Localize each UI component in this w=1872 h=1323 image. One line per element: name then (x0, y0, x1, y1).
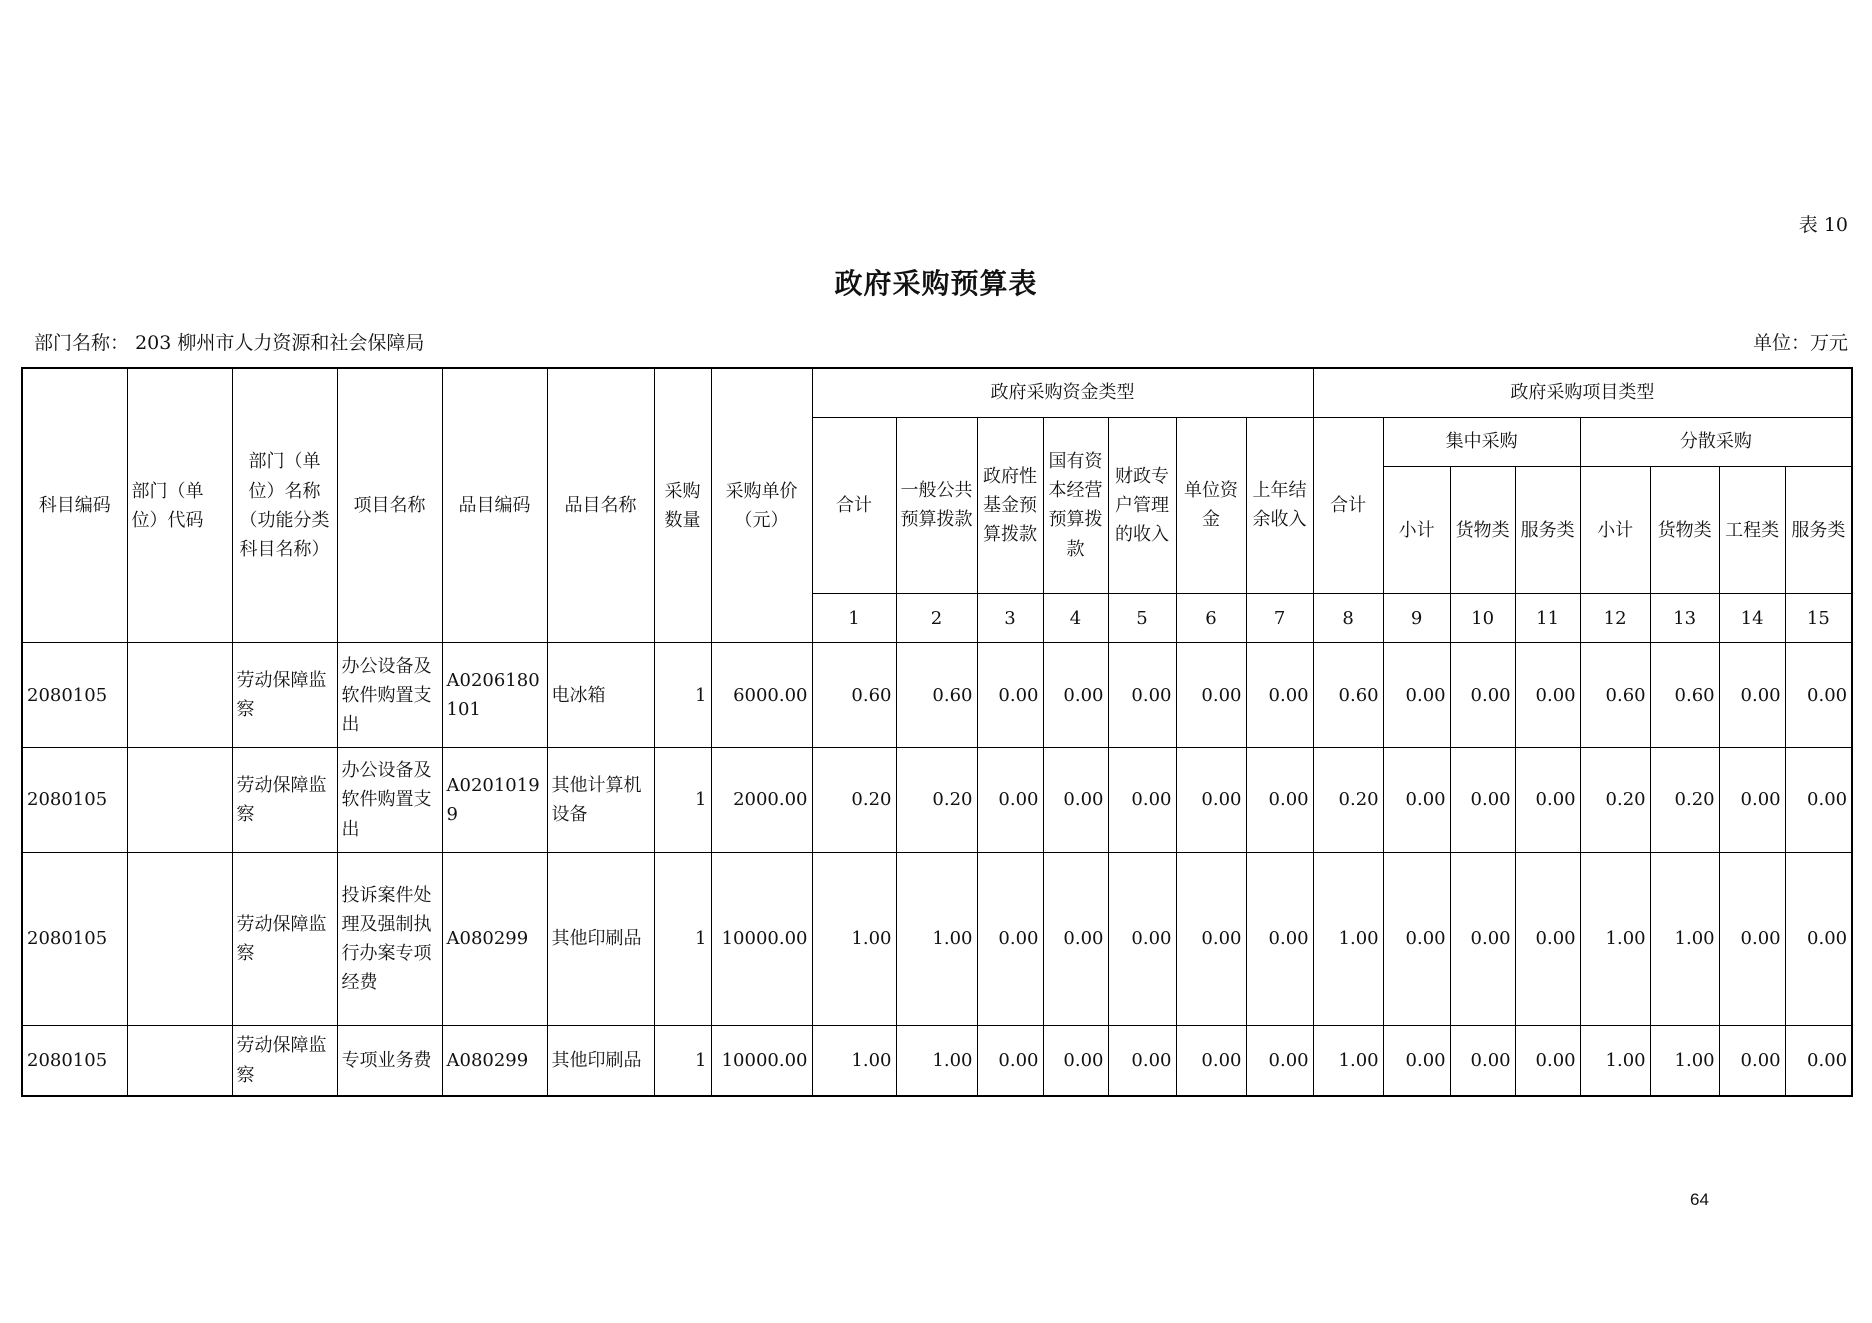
cell-amount-15: 0.00 (1785, 643, 1852, 748)
cell-dept-name: 劳动保障监察 (232, 852, 337, 1025)
col-dispersed-group: 分散采购 (1580, 417, 1852, 466)
department-label: 部门名称： (34, 332, 130, 354)
cell-amount-8: 1.00 (1313, 852, 1383, 1025)
cell-amount-14: 0.00 (1719, 643, 1785, 748)
col-item-name: 品目名称 (547, 368, 654, 643)
cell-amount-11: 0.00 (1515, 643, 1580, 748)
table-row (22, 643, 1852, 748)
cell-project-name: 办公设备及软件购置支出 (337, 643, 442, 748)
cell-subject-code: 2080105 (22, 1026, 127, 1097)
col-gov-fund: 政府性基金预算拨款 (977, 417, 1043, 593)
cell-amount-5: 0.00 (1108, 643, 1176, 748)
col-dispersed-works: 工程类 (1719, 467, 1785, 594)
cell-amount-13: 0.60 (1650, 643, 1719, 748)
cell-dept-name: 劳动保障监察 (232, 748, 337, 853)
cell-dept-code (127, 1026, 232, 1097)
department-name: 203 柳州市人力资源和社会保障局 (135, 332, 425, 354)
cell-amount-4: 0.00 (1043, 852, 1108, 1025)
cell-amount-5: 0.00 (1108, 1026, 1176, 1097)
cell-subject-code: 2080105 (22, 643, 127, 748)
col-project-name: 项目名称 (337, 368, 442, 643)
col-project-type-group: 政府采购项目类型 (1313, 368, 1852, 417)
cell-project-name: 投诉案件处理及强制执行办案专项经费 (337, 852, 442, 1025)
cell-amount-3: 0.00 (977, 643, 1043, 748)
table-number: 表 10 (1798, 214, 1848, 236)
column-number: 5 (1108, 594, 1176, 643)
cell-qty: 1 (654, 1026, 711, 1097)
col-item-code: 品目编码 (442, 368, 547, 643)
cell-dept-code (127, 852, 232, 1025)
column-number: 6 (1176, 594, 1246, 643)
unit-label: 单位：万元 (1752, 332, 1848, 354)
column-number: 7 (1246, 594, 1313, 643)
col-fund-type-group: 政府采购资金类型 (812, 368, 1313, 417)
column-number: 13 (1650, 594, 1719, 643)
column-number: 4 (1043, 594, 1108, 643)
table-row (22, 748, 1852, 853)
table-row (22, 852, 1852, 1025)
cell-item-name: 其他印刷品 (547, 1026, 654, 1097)
col-central-goods: 货物类 (1450, 467, 1515, 594)
col-dispersed-subtotal: 小计 (1580, 467, 1650, 594)
column-number: 10 (1450, 594, 1515, 643)
cell-amount-10: 0.00 (1450, 852, 1515, 1025)
cell-amount-14: 0.00 (1719, 852, 1785, 1025)
cell-amount-4: 0.00 (1043, 1026, 1108, 1097)
procurement-budget-table (21, 367, 1853, 1097)
page-title: 政府采购预算表 (834, 267, 1038, 300)
col-qty: 采购数量 (654, 368, 711, 643)
cell-amount-14: 0.00 (1719, 748, 1785, 853)
cell-amount-3: 0.00 (977, 748, 1043, 853)
col-unit-price: 采购单价（元） (711, 368, 812, 643)
cell-subject-code: 2080105 (22, 852, 127, 1025)
cell-item-name: 其他印刷品 (547, 852, 654, 1025)
table-row (22, 1026, 1852, 1097)
cell-item-code: A0206180101 (442, 643, 547, 748)
column-number: 8 (1313, 594, 1383, 643)
cell-amount-2: 1.00 (896, 1026, 977, 1097)
cell-unit-price: 6000.00 (711, 643, 812, 748)
column-number: 12 (1580, 594, 1650, 643)
cell-amount-13: 1.00 (1650, 1026, 1719, 1097)
cell-item-name: 电冰箱 (547, 643, 654, 748)
cell-amount-12: 1.00 (1580, 852, 1650, 1025)
cell-amount-8: 0.20 (1313, 748, 1383, 853)
cell-amount-6: 0.00 (1176, 852, 1246, 1025)
col-dispersed-service: 服务类 (1785, 467, 1852, 594)
cell-amount-8: 1.00 (1313, 1026, 1383, 1097)
column-number: 14 (1719, 594, 1785, 643)
cell-amount-9: 0.00 (1383, 748, 1450, 853)
cell-amount-4: 0.00 (1043, 643, 1108, 748)
col-general-budget: 一般公共预算拨款 (896, 417, 977, 593)
cell-amount-6: 0.00 (1176, 643, 1246, 748)
column-number: 2 (896, 594, 977, 643)
col-state-capital: 国有资本经营预算拨款 (1043, 417, 1108, 593)
cell-item-code: A080299 (442, 1026, 547, 1097)
cell-amount-2: 0.20 (896, 748, 977, 853)
column-number: 15 (1785, 594, 1852, 643)
cell-amount-10: 0.00 (1450, 748, 1515, 853)
col-central-group: 集中采购 (1383, 417, 1580, 466)
cell-amount-1: 0.60 (812, 643, 896, 748)
cell-amount-14: 0.00 (1719, 1026, 1785, 1097)
page-number: 64 (1690, 1190, 1709, 1209)
cell-amount-12: 1.00 (1580, 1026, 1650, 1097)
cell-amount-11: 0.00 (1515, 1026, 1580, 1097)
col-fund-total: 合计 (812, 417, 896, 593)
cell-amount-12: 0.20 (1580, 748, 1650, 853)
cell-amount-15: 0.00 (1785, 748, 1852, 853)
column-number: 11 (1515, 594, 1580, 643)
cell-amount-9: 0.00 (1383, 852, 1450, 1025)
cell-amount-10: 0.00 (1450, 643, 1515, 748)
cell-subject-code: 2080105 (22, 748, 127, 853)
cell-amount-8: 0.60 (1313, 643, 1383, 748)
cell-dept-code (127, 748, 232, 853)
department-line (34, 328, 424, 355)
column-number: 1 (812, 594, 896, 643)
cell-amount-1: 1.00 (812, 1026, 896, 1097)
column-number: 9 (1383, 594, 1450, 643)
col-dept-name: 部门（单位）名称（功能分类科目名称） (232, 368, 337, 643)
cell-amount-7: 0.00 (1246, 1026, 1313, 1097)
col-dispersed-goods: 货物类 (1650, 467, 1719, 594)
cell-amount-3: 0.00 (977, 1026, 1043, 1097)
header-row-1 (22, 368, 1852, 417)
col-unit-fund: 单位资金 (1176, 417, 1246, 593)
cell-amount-9: 0.00 (1383, 643, 1450, 748)
cell-amount-5: 0.00 (1108, 852, 1176, 1025)
col-special-account: 财政专户管理的收入 (1108, 417, 1176, 593)
cell-amount-11: 0.00 (1515, 748, 1580, 853)
cell-amount-1: 1.00 (812, 852, 896, 1025)
cell-amount-7: 0.00 (1246, 852, 1313, 1025)
cell-amount-15: 0.00 (1785, 1026, 1852, 1097)
cell-amount-11: 0.00 (1515, 852, 1580, 1025)
cell-amount-13: 0.20 (1650, 748, 1719, 853)
cell-item-code: A080299 (442, 852, 547, 1025)
col-project-total: 合计 (1313, 417, 1383, 593)
cell-amount-12: 0.60 (1580, 643, 1650, 748)
cell-amount-4: 0.00 (1043, 748, 1108, 853)
cell-amount-1: 0.20 (812, 748, 896, 853)
cell-unit-price: 10000.00 (711, 1026, 812, 1097)
col-subject-code: 科目编码 (22, 368, 127, 643)
cell-amount-9: 0.00 (1383, 1026, 1450, 1097)
column-number: 3 (977, 594, 1043, 643)
cell-project-name: 专项业务费 (337, 1026, 442, 1097)
cell-project-name: 办公设备及软件购置支出 (337, 748, 442, 853)
cell-item-code: A02010199 (442, 748, 547, 853)
cell-amount-13: 1.00 (1650, 852, 1719, 1025)
cell-amount-5: 0.00 (1108, 748, 1176, 853)
cell-amount-6: 0.00 (1176, 748, 1246, 853)
cell-amount-2: 0.60 (896, 643, 977, 748)
cell-amount-7: 0.00 (1246, 748, 1313, 853)
cell-qty: 1 (654, 748, 711, 853)
col-dept-code: 部门（单位）代码 (127, 368, 232, 643)
cell-dept-name: 劳动保障监察 (232, 643, 337, 748)
data-rows (22, 643, 1852, 1096)
cell-amount-2: 1.00 (896, 852, 977, 1025)
cell-qty: 1 (654, 643, 711, 748)
cell-qty: 1 (654, 852, 711, 1025)
cell-amount-3: 0.00 (977, 852, 1043, 1025)
col-central-subtotal: 小计 (1383, 467, 1450, 594)
cell-item-name: 其他计算机设备 (547, 748, 654, 853)
cell-unit-price: 2000.00 (711, 748, 812, 853)
cell-dept-name: 劳动保障监察 (232, 1026, 337, 1097)
col-carryover: 上年结余收入 (1246, 417, 1313, 593)
cell-amount-15: 0.00 (1785, 852, 1852, 1025)
cell-amount-10: 0.00 (1450, 1026, 1515, 1097)
cell-amount-7: 0.00 (1246, 643, 1313, 748)
cell-amount-6: 0.00 (1176, 1026, 1246, 1097)
cell-dept-code (127, 643, 232, 748)
col-central-service: 服务类 (1515, 467, 1580, 594)
cell-unit-price: 10000.00 (711, 852, 812, 1025)
